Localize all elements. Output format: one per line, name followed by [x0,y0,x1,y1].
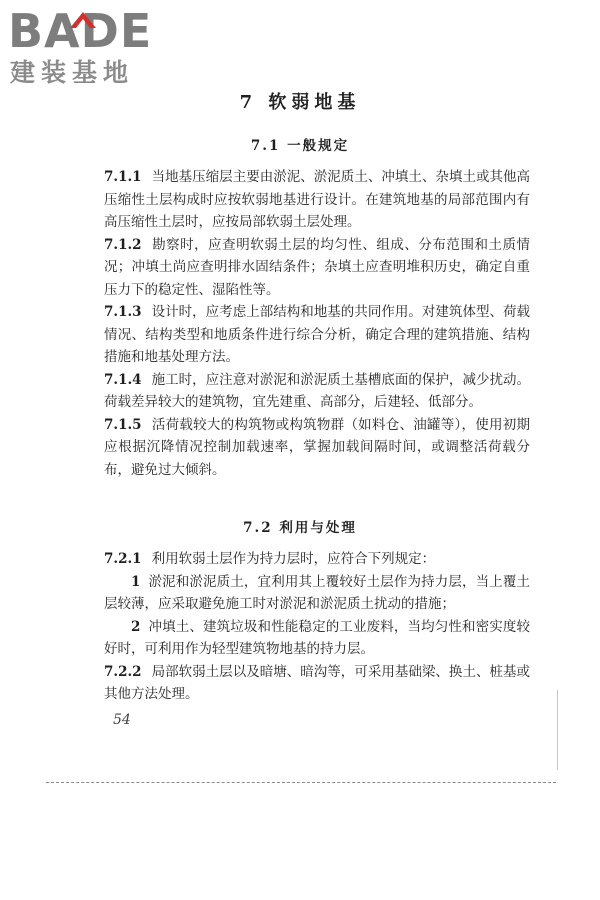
clause-number: 7.1.3 [104,304,142,320]
clause-text: 勘察时，应查明软弱土层的均匀性、组成、分布范围和土质情况；冲填土尚应查明排水固结条件；杂填土应查明堆积历史，确定自重压力下的稳定性、湿陷性等。 [104,236,530,298]
logo-roof-icon [68,10,98,30]
clause-7-1-5 [104,414,530,482]
clause-text: 当地基压缩层主要由淤泥、淤泥质土、冲填土、杂填土或其他高压缩性土层构成时应按软弱地基进行设计。在建筑地基的局部范围内有高压缩性土层时，应按局部软弱土层处理。 [104,169,530,230]
page-bottom-rule [46,782,556,783]
clause-number: 7.1.1 [104,169,142,185]
chapter-title: 7 软弱地基 [239,92,361,113]
logo-wordmark: BADE [8,4,153,58]
clause-7-1-3 [104,301,530,369]
clause-7-2-1 [104,548,530,571]
item-text: 冲填土、建筑垃圾和性能稳定的工业废料，当均匀性和密实度较好时，可利用作为轻型建筑物地基的持力层。 [104,618,530,657]
page-number: 54 [113,712,131,728]
clause-text: 施工时，应注意对淤泥和淤泥质土基槽底面的保护，减少扰动。荷载差异较大的建筑物，宜先建重、高部分，后建轻、低部分。 [104,371,530,410]
clause-7-1-2 [104,234,530,302]
clause-number: 7.2.2 [104,663,142,680]
clause-7-1-1 [104,166,530,234]
clause-7-1-4 [104,369,530,414]
item-number: 1 [131,573,141,590]
scan-edge-line [557,690,558,770]
clause-text: 利用软弱土层作为持力层时，应符合下列规定： [151,551,436,567]
clause-number: 7.1.2 [104,236,142,253]
clause-7-2-2 [104,661,530,706]
clause-7-2-1-item-1 [104,571,530,616]
bade-logo [8,6,178,90]
section-7-2-body [104,548,530,706]
logo-chinese-name: 建装基地 [10,58,135,87]
section-title-7-1: 7.1 一般规定 [250,138,350,154]
section-title-7-2: 7.2 利用与处理 [243,520,357,536]
clause-number: 7.1.4 [104,371,142,388]
clause-number: 7.1.5 [104,416,142,433]
item-text: 淤泥和淤泥质土，宜利用其上覆较好土层作为持力层，当上覆土层较薄，应采取避免施工时对淤泥和淤泥质土扰动的措施； [104,573,530,612]
clause-7-2-1-item-2 [104,616,530,661]
item-number: 2 [131,618,141,635]
section-7-1-body [104,166,530,481]
clause-text: 局部软弱土层以及暗塘、暗沟等，可采用基础梁、换土、桩基或其他方法处理。 [104,663,530,702]
clause-text: 活荷载较大的构筑物或构筑物群（如料仓、油罐等），使用初期应根据沉降情况控制加载速率，掌握加载间隔时间，或调整活荷载分布，避免过大倾斜。 [104,416,530,478]
clause-text: 设计时，应考虑上部结构和地基的共同作用。对建筑体型、荷载情况、结构类型和地质条件进行综合分析，确定合理的建筑措施、结构措施和地基处理方法。 [104,304,530,365]
clause-number: 7.2.1 [104,551,142,567]
